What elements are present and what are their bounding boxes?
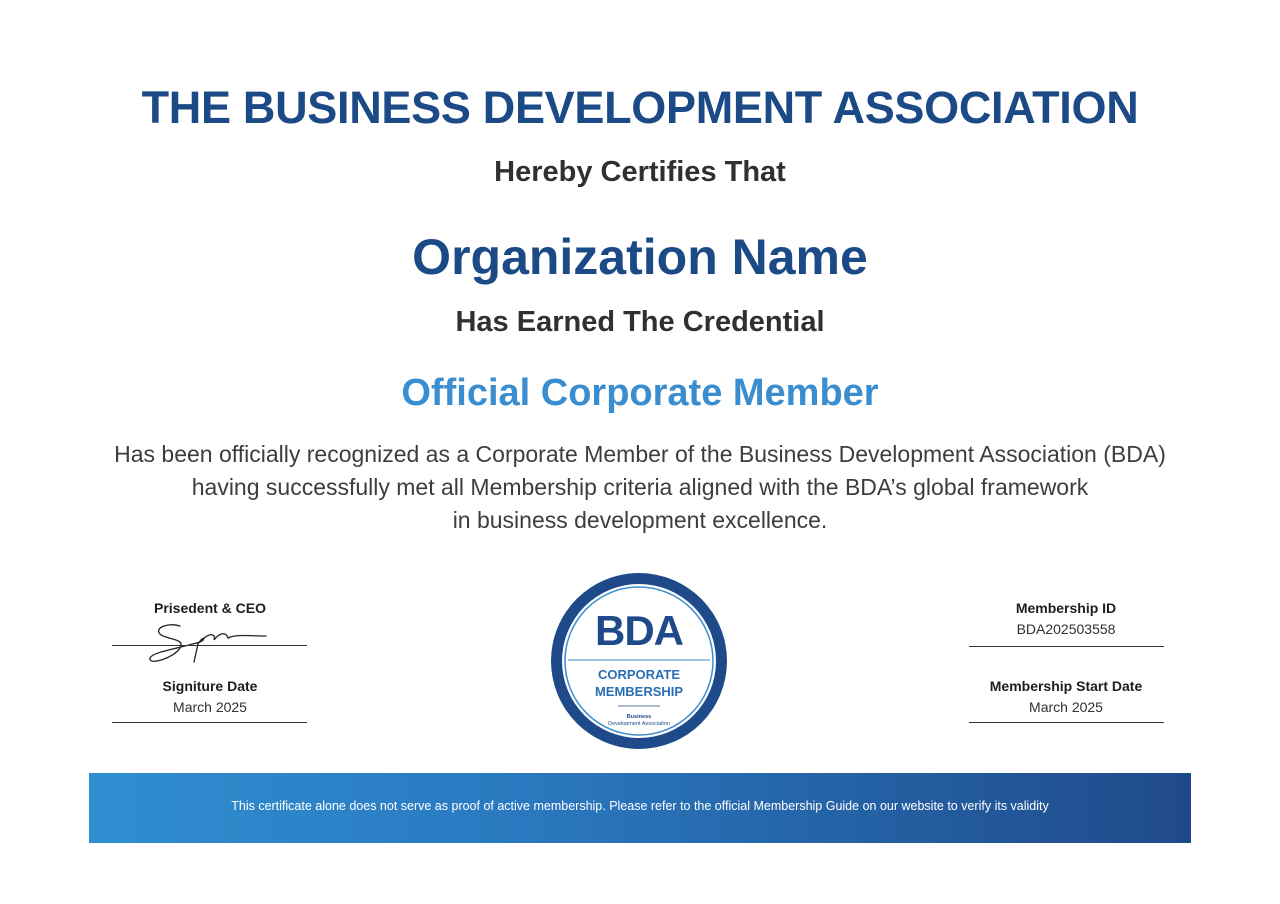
signer-title: Prisedent & CEO xyxy=(153,600,267,616)
signature-date-block xyxy=(112,678,308,715)
signature-date-label: Signiture Date xyxy=(162,678,258,694)
membership-id-value: BDA202503558 xyxy=(1016,621,1116,637)
start-date-value: March 2025 xyxy=(1029,699,1103,715)
signature-date-value: March 2025 xyxy=(173,699,247,715)
corporate-membership-seal xyxy=(550,572,728,750)
start-date-line xyxy=(969,722,1164,723)
seal-logo-text: BDA xyxy=(595,607,683,654)
recognition-line-2: having successfully met all Membership criteria aligned with the BDA’s global framework xyxy=(191,474,1089,500)
start-date-block xyxy=(968,678,1164,715)
credential-title: Official Corporate Member xyxy=(401,372,879,414)
seal-line-1: CORPORATE xyxy=(597,667,681,682)
seal-small-line-1: Business xyxy=(626,714,652,720)
association-title: THE BUSINESS DEVELOPMENT ASSOCIATION xyxy=(141,82,1139,133)
membership-id-label: Membership ID xyxy=(1015,600,1117,616)
seal-small-line-2: Development Association xyxy=(608,721,670,727)
seal-line-2: MEMBERSHIP xyxy=(594,684,684,699)
recognition-line-1: Has been officially recognized as a Corporate Member of the Business Development Association (BDA) xyxy=(114,441,1166,467)
organization-name: Organization Name xyxy=(412,229,868,285)
signature-line xyxy=(112,645,307,646)
footer-band xyxy=(89,773,1191,843)
footer-disclaimer: This certificate alone does not serve as proof of active membership. Please refer to the official Membership Guide on our website to verify its validity xyxy=(231,799,1049,813)
start-date-label: Membership Start Date xyxy=(989,678,1143,694)
signature-graphic xyxy=(140,618,280,670)
recognition-line-3: in business development excellence. xyxy=(452,507,828,533)
signature-date-line xyxy=(112,722,307,723)
recognition-text xyxy=(0,438,1280,537)
membership-id-block xyxy=(968,600,1164,637)
membership-id-line xyxy=(969,646,1164,647)
earned-line: Has Earned The Credential xyxy=(455,306,825,338)
certifies-line: Hereby Certifies That xyxy=(494,156,786,188)
signer-title-block xyxy=(112,600,308,616)
